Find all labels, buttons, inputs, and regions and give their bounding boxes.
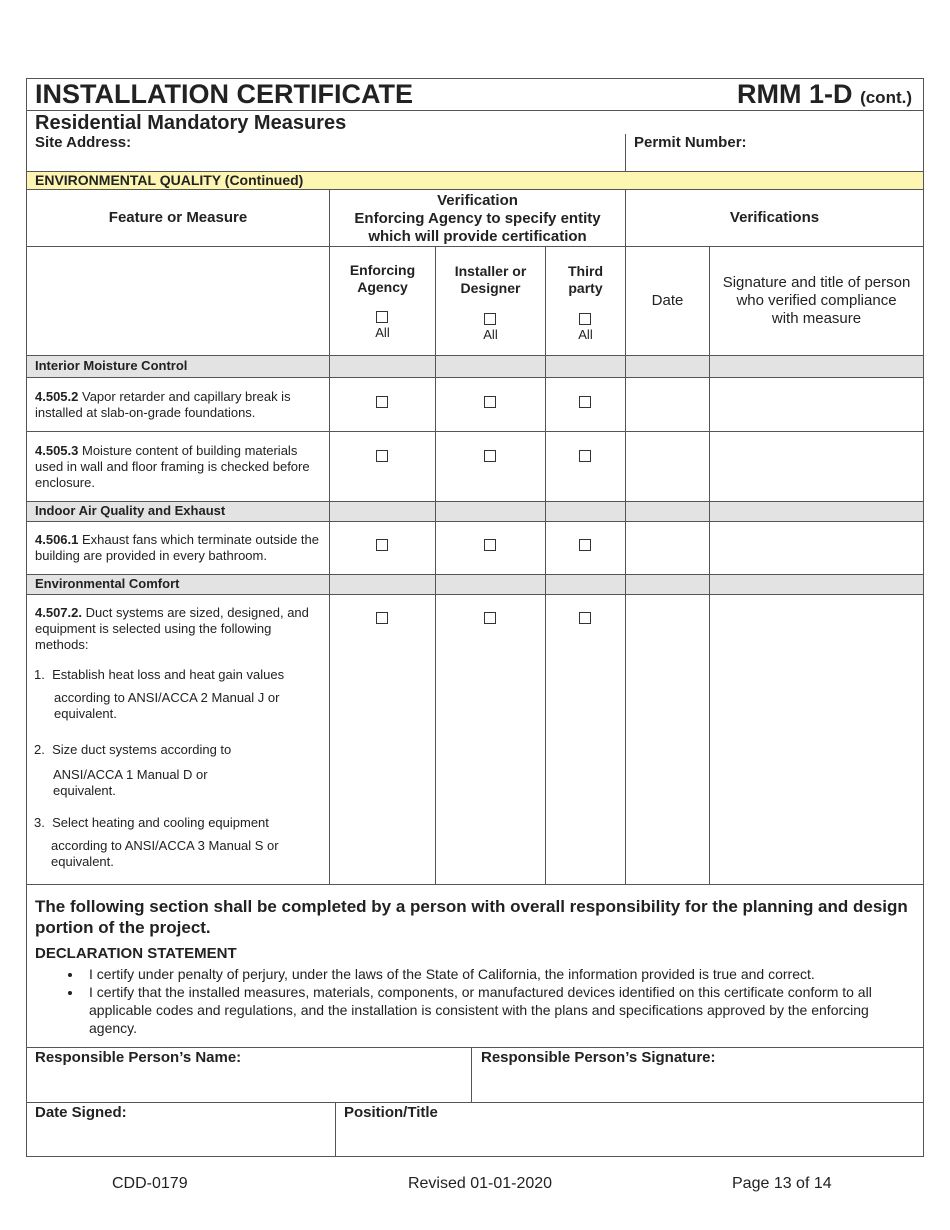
enforcing-agency-header: Enforcing Agency [349,262,416,295]
method-2: 2. Size duct systems according to [34,742,232,757]
site-address-label: Site Address: [35,134,132,151]
row-4505-3-enforcing-checkbox[interactable] [376,450,388,462]
footer-page: Page 13 of 14 [732,1175,832,1192]
row-4507-2-installer-checkbox[interactable] [484,612,496,624]
site-address-field[interactable] [27,152,625,170]
responsible-name-field[interactable] [27,1068,471,1102]
footer-revised: Revised 01-01-2020 [407,1175,553,1192]
row-4507-2-third-party-checkbox[interactable] [579,612,591,624]
verification-header [330,192,625,246]
responsible-signature-field[interactable] [472,1068,923,1102]
method-3-detail: according to ANSI/ACCA 3 Manual S or equivalent. [51,838,279,869]
row-4505-2-enforcing-checkbox[interactable] [376,396,388,408]
row-4506-1-text: 4.506.1 Exhaust fans which terminate outside the building are provided in every bathroom. [35,532,320,563]
row-4505-2-third-party-checkbox[interactable] [579,396,591,408]
declaration-heading: DECLARATION STATEMENT [35,945,237,962]
method-2-detail: ANSI/ACCA 1 Manual D or equivalent. [53,767,208,798]
permit-number-field[interactable] [626,152,923,170]
row-4506-1-third-party-checkbox[interactable] [579,539,591,551]
signature-header: Signature and title of person who verified compliance with measure [722,274,911,327]
position-title-field[interactable] [336,1122,923,1156]
declaration-intro: The following section shall be completed by a person with overall responsibility for the planning and design portion of the project. [35,897,908,937]
row-4505-3-third-party-checkbox[interactable] [579,450,591,462]
responsible-signature-label: Responsible Person’s Signature: [481,1049,716,1066]
row-4505-2-installer-checkbox[interactable] [484,396,496,408]
method-1-detail: according to ANSI/ACCA 2 Manual J or equivalent. [54,690,280,721]
enforcing-all-label: All [375,325,390,340]
footer-form-id: CDD-0179 [112,1175,188,1192]
verification-title: Verification [437,192,518,209]
row-4505-2-text: 4.505.2 Vapor retarder and capillary break is installed at slab-on-grade foundations. [35,389,291,420]
enforcing-all-checkbox[interactable] [376,311,388,323]
method-1: 1. Establish heat loss and heat gain values [34,667,285,682]
declaration-bullets [27,965,917,1037]
form-code-main: RMM 1-D [737,79,853,109]
verifications-header: Verifications [729,209,820,226]
row-4506-1-enforcing-checkbox[interactable] [376,539,388,551]
form-code-suffix: (cont.) [860,88,912,107]
installer-all-checkbox[interactable] [484,313,496,325]
form-title: INSTALLATION CERTIFICATE [35,79,413,109]
row-4507-2-enforcing-checkbox[interactable] [376,612,388,624]
declaration-bullet-2: • I certify that the installed measures, materials, components, or manufactured devices identified on this certificate conform to all applicable codes and regulations, and the installation is consistent with the plans and specifications approved by the enforcing agency. [83,983,917,1037]
feature-header: Feature or Measure [108,209,248,226]
installer-header: Installer or Designer [454,263,527,296]
third-party-all-checkbox[interactable] [579,313,591,325]
group-indoor-air: Indoor Air Quality and Exhaust [35,503,226,518]
form-subtitle: Residential Mandatory Measures [35,112,347,134]
responsible-name-label: Responsible Person’s Name: [35,1049,242,1066]
row-4507-2-text: 4.507.2. Duct systems are sized, designed, and equipment is selected using the following methods: [35,605,309,652]
position-title-label: Position/Title [344,1104,438,1121]
third-party-all-label: All [578,327,593,342]
form-code [737,78,912,114]
group-environmental-comfort: Environmental Comfort [35,576,180,591]
verification-sub2: which will provide certification [368,228,587,245]
group-interior-moisture: Interior Moisture Control [35,358,188,373]
row-4505-3-text: 4.505.3 Moisture content of building materials used in wall and floor framing is checked before enclosure. [35,443,310,490]
declaration-bullet-1: • I certify under penalty of perjury, under the laws of the State of California, the information provided is true and correct. [83,965,917,983]
date-signed-field[interactable] [27,1122,335,1156]
row-4506-1-installer-checkbox[interactable] [484,539,496,551]
date-header: Date [651,292,684,309]
verification-sub1: Enforcing Agency to specify entity [354,210,601,227]
section-band: ENVIRONMENTAL QUALITY (Continued) [27,172,923,189]
method-3: 3. Select heating and cooling equipment [34,815,269,830]
date-signed-label: Date Signed: [35,1104,127,1121]
permit-number-label: Permit Number: [634,134,747,151]
row-4505-3-installer-checkbox[interactable] [484,450,496,462]
installer-all-label: All [483,327,498,342]
third-party-header: Third party [568,263,603,296]
